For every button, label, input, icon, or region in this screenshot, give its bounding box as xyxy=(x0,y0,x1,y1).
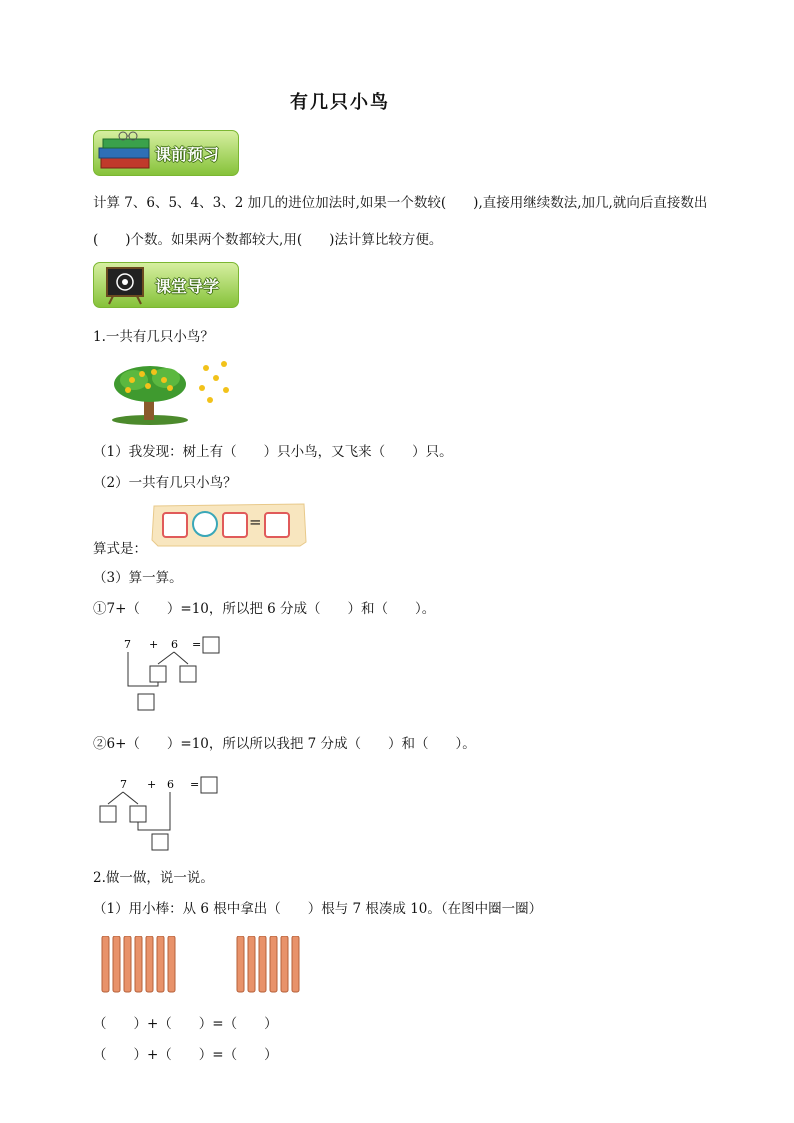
question-1-sub-1: ①7+（ ）=10，所以把 6 分成（ ）和（ ）。 xyxy=(93,601,436,617)
blackboard-icon xyxy=(103,266,149,306)
diagram-plus: + xyxy=(149,638,159,651)
answer-box[interactable] xyxy=(203,637,219,653)
right-group-stick[interactable] xyxy=(237,936,244,992)
answer-box[interactable] xyxy=(138,694,154,710)
diagram-plus: + xyxy=(147,778,157,791)
right-group-stick[interactable] xyxy=(259,936,266,992)
right-group-stick[interactable] xyxy=(292,936,299,992)
answer-box[interactable] xyxy=(201,777,217,793)
question-1-sub-2: ②6+（ ）=10，所以所以我把 7 分成（ ）和（ ）。 xyxy=(93,736,476,752)
section-banner-preview xyxy=(93,130,239,176)
section-banner-guide xyxy=(93,262,239,308)
answer-box[interactable] xyxy=(152,834,168,850)
answer-box[interactable] xyxy=(222,512,248,538)
preview-text-line2: ( )个数。如果两个数都较大,用( )法计算比较方便。 xyxy=(93,232,443,248)
answer-box[interactable] xyxy=(264,512,290,538)
diagram-equals: = xyxy=(190,778,200,791)
left-group-stick[interactable] xyxy=(157,936,164,992)
decomposition-diagram-1 xyxy=(118,632,228,714)
equation-blank-2: （ ）+（ ）=（ ） xyxy=(93,1047,278,1063)
left-group-stick[interactable] xyxy=(168,936,175,992)
section-banner-label: 课前预习 xyxy=(155,145,220,164)
preview-text-line1: 计算 7、6、5、4、3、2 加几的进位加法时,如果一个数较( ),直接用继续数法,加几,就向后直接数出 xyxy=(93,195,708,211)
question-1-part-1: （1）我发现：树上有（ ）只小鸟，又飞来（ ）只。 xyxy=(93,444,453,460)
question-1-heading: 1.一共有几只小鸟？ xyxy=(93,329,214,345)
formula-label: 算式是： xyxy=(93,541,147,557)
operator-circle[interactable] xyxy=(192,511,218,537)
left-group-stick[interactable] xyxy=(124,936,131,992)
right-group-stick[interactable] xyxy=(248,936,255,992)
left-group-stick[interactable] xyxy=(146,936,153,992)
answer-box[interactable] xyxy=(180,666,196,682)
left-group-stick[interactable] xyxy=(135,936,142,992)
equals-sign: = xyxy=(249,513,262,531)
left-group-stick[interactable] xyxy=(102,936,109,992)
books-icon xyxy=(97,128,157,176)
answer-box[interactable] xyxy=(150,666,166,682)
answer-box[interactable] xyxy=(162,512,188,538)
left-group-stick[interactable] xyxy=(113,936,120,992)
diagram-number-a: 7 xyxy=(124,638,131,651)
right-group-stick[interactable] xyxy=(270,936,277,992)
diagram-number-b: 6 xyxy=(167,778,174,791)
section-banner-label: 课堂导学 xyxy=(155,277,220,296)
right-group-stick[interactable] xyxy=(281,936,288,992)
answer-box[interactable] xyxy=(130,806,146,822)
question-1-part-2: （2）一共有几只小鸟？ xyxy=(93,475,237,491)
counting-sticks xyxy=(100,936,320,994)
answer-box[interactable] xyxy=(100,806,116,822)
page-title: 有几只小鸟 xyxy=(290,92,390,113)
decomposition-diagram-2 xyxy=(98,772,228,854)
formula-card xyxy=(150,502,308,548)
question-2-part-1: （1）用小棒：从 6 根中拿出（ ）根与 7 根凑成 10。（在图中圈一圈） xyxy=(93,901,543,917)
tree-with-birds-image xyxy=(110,360,240,430)
diagram-equals: = xyxy=(192,638,202,651)
diagram-number-b: 6 xyxy=(171,638,178,651)
question-2-heading: 2.做一做，说一说。 xyxy=(93,870,214,886)
question-1-part-3: （3）算一算。 xyxy=(93,570,183,586)
equation-blank-1: （ ）+（ ）=（ ） xyxy=(93,1016,278,1032)
diagram-number-a: 7 xyxy=(120,778,127,791)
